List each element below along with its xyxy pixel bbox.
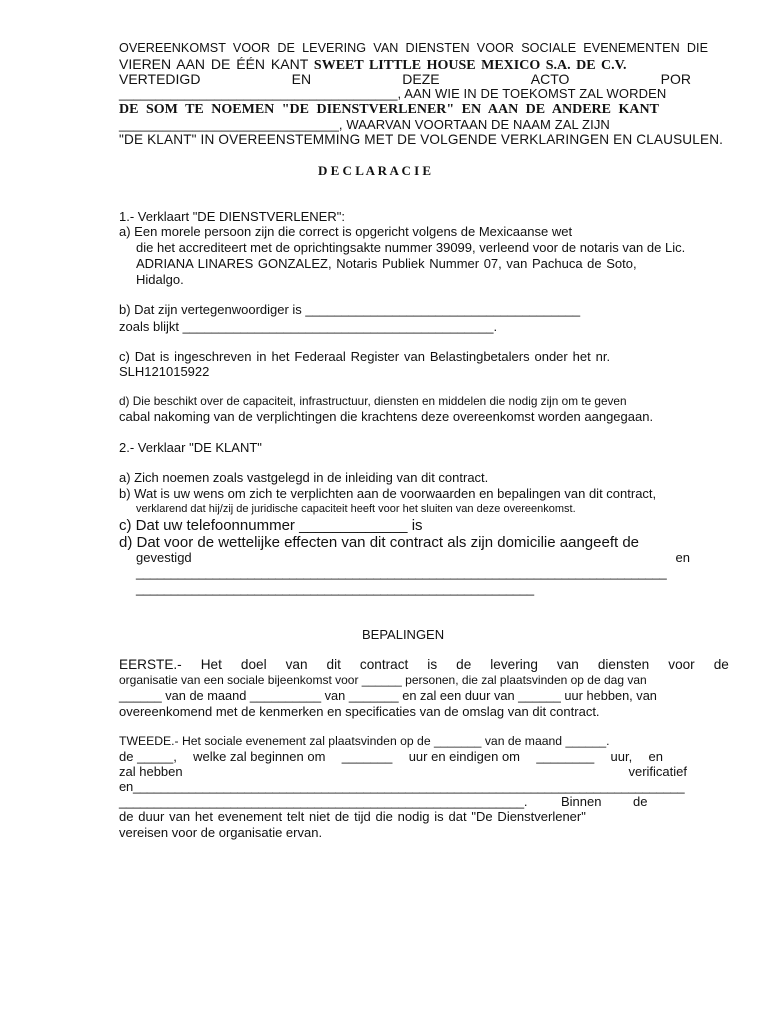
section-1-a-line-3: ADRIANA LINARES GONZALEZ, Notaris Publiek Nummer 07, van Pachuca de Soto, <box>136 256 637 271</box>
domicile-en: en <box>675 550 690 565</box>
tweede-line-7: vereisen voor de organisatie ervan. <box>119 825 323 840</box>
section-2-d-line-3: ____________________________________________________________________________ <box>136 565 667 580</box>
section-1-b-line-1: b) Dat zijn vertegenwoordiger is ______________________________________ <box>119 302 581 317</box>
tweede-word: welke zal beginnen om <box>193 749 326 764</box>
section-1-d-line-1: d) Die beschikt over de capaciteit, infrastructuur, diensten en middelen die nodig zijn om te geven <box>119 394 627 408</box>
tweede-word: uur, <box>610 749 633 764</box>
tweede-line-2 <box>119 750 663 764</box>
intro-word: ACTO <box>530 71 570 87</box>
eerste-line-3: ______ van de maand __________ van _______ en zal een duur van ______ uur hebben, van <box>119 688 657 703</box>
eerste-word: levering <box>490 657 538 672</box>
section-1-heading: 1.- Verklaart "DE DIENSTVERLENER": <box>119 209 345 224</box>
eerste-line-1 <box>119 658 729 673</box>
intro-word: EN <box>291 71 312 87</box>
section-2-d-line-2 <box>136 551 690 565</box>
tweede-line-3-end: verificatief <box>628 764 687 779</box>
tweede-word: _______ <box>341 749 393 764</box>
tweede-line-3-start: zal hebben <box>119 764 183 779</box>
intro-line-5: DE SOM TE NOEMEN "DE DIENSTVERLENER" EN AAN DE ANDERE KANT <box>119 102 659 117</box>
intro-word: VERTEDIGD <box>119 71 201 87</box>
eerste-word: van <box>556 657 579 672</box>
eerste-line-4: overeenkomend met de kenmerken en specificaties van de omslag van dit contract. <box>119 704 600 719</box>
eerste-word: diensten <box>597 657 650 672</box>
tweede-word: en <box>648 749 663 764</box>
intro-line-7: "DE KLANT" IN OVEREENSTEMMING MET DE VOLGENDE VERKLARINGEN EN CLAUSULEN. <box>119 132 724 147</box>
section-2-heading: 2.- Verklaar "DE KLANT" <box>119 440 262 455</box>
section-1-c-line-2: SLH121015922 <box>119 364 210 379</box>
section-1-d-line-2: cabal nakoming van de verplichtingen die krachtens deze overeenkomst worden aangegaan. <box>119 409 654 424</box>
section-2-b-line-2: verklarend dat hij/zij de juridische capaciteit heeft voor het sluiten van deze overeenkomst. <box>136 503 576 515</box>
eerste-word: de <box>713 657 729 672</box>
intro-line-6: ______________________________, WAARVAN VOORTAAN DE NAAM ZAL ZIJN <box>119 117 610 132</box>
tweede-line-4: en_______________________________________________________________________________ <box>119 779 685 794</box>
eerste-word: de <box>456 657 472 672</box>
tweede-line-5 <box>119 795 649 809</box>
eerste-word: van <box>285 657 308 672</box>
intro-word: DEZE <box>402 71 440 87</box>
eerste-word: contract <box>359 657 409 672</box>
section-1-a-line-4: Hidalgo. <box>136 272 184 287</box>
tweede-line-3 <box>119 765 687 779</box>
section-2-d-line-1: d) Dat voor de wettelijke effecten van dit contract als zijn domicilie aangeeft de <box>119 534 640 551</box>
tweede-line-5-binnen: Binnen <box>561 794 602 809</box>
section-2-a: a) Zich noemen zoals vastgelegd in de inleiding van dit contract. <box>119 470 489 485</box>
section-1-a-line-2: die het accrediteert met de oprichtingsakte nummer 39099, verleend voor de notaris van de Lic. <box>136 240 686 255</box>
eerste-word: doel <box>240 657 267 672</box>
tweede-line-1: TWEEDE.- Het sociale evenement zal plaatsvinden op de _______ van de maand ______. <box>119 734 610 748</box>
tweede-line-5-blank: __________________________________________________________. <box>119 794 528 809</box>
eerste-word: dit <box>326 657 341 672</box>
eerste-line-2: organisatie van een sociale bijeenkomst voor ______ personen, die zal plaatsvinden op de dag van <box>119 673 647 687</box>
intro-line-2-text: VIEREN AAN DE ÉÉN KANT <box>119 56 309 72</box>
domicile-label: gevestigd <box>136 550 192 565</box>
bepalingen-title: BEPALINGEN <box>362 627 445 642</box>
intro-word: POR <box>660 71 691 87</box>
section-2-c: c) Dat uw telefoonnummer _____________ is <box>119 517 423 534</box>
tweede-line-6: de duur van het evenement telt niet de tijd die nodig is dat "De Dienstverlener" <box>119 809 586 824</box>
company-name: SWEET LITTLE HOUSE MEXICO S.A. DE C.V. <box>313 58 627 73</box>
section-1-b-line-2: zoals blijkt ___________________________________________. <box>119 319 498 334</box>
eerste-word: Het <box>200 657 222 672</box>
tweede-line-5-de: de <box>633 794 648 809</box>
intro-line-1: OVEREENKOMST VOOR DE LEVERING VAN DIENSTEN VOOR SOCIALE EVENEMENTEN DIE <box>119 41 709 55</box>
declaracie-title: D E C L A R A C I E <box>318 163 432 178</box>
intro-line-4: ______________________________________, AAN WIE IN DE TOEKOMST ZAL WORDEN <box>119 86 667 101</box>
section-2-d-line-4: _________________________________________________________ <box>136 581 534 596</box>
section-1-c-line-1: c) Dat is ingeschreven in het Federaal Register van Belastingbetalers onder het nr. <box>119 349 611 364</box>
eerste-word: EERSTE.- <box>119 657 182 672</box>
tweede-word: de _____, <box>119 749 177 764</box>
eerste-word: is <box>427 657 438 672</box>
section-2-b-line-1: b) Wat is uw wens om zich te verplichten aan de voorwaarden en bepalingen van dit contract, <box>119 486 657 501</box>
tweede-word: ________ <box>536 749 595 764</box>
section-1-a-line-1: a) Een morele persoon zijn die correct is opgericht volgens de Mexicaanse wet <box>119 224 573 239</box>
tweede-word: uur en eindigen om <box>408 749 521 764</box>
eerste-word: voor <box>668 657 695 672</box>
